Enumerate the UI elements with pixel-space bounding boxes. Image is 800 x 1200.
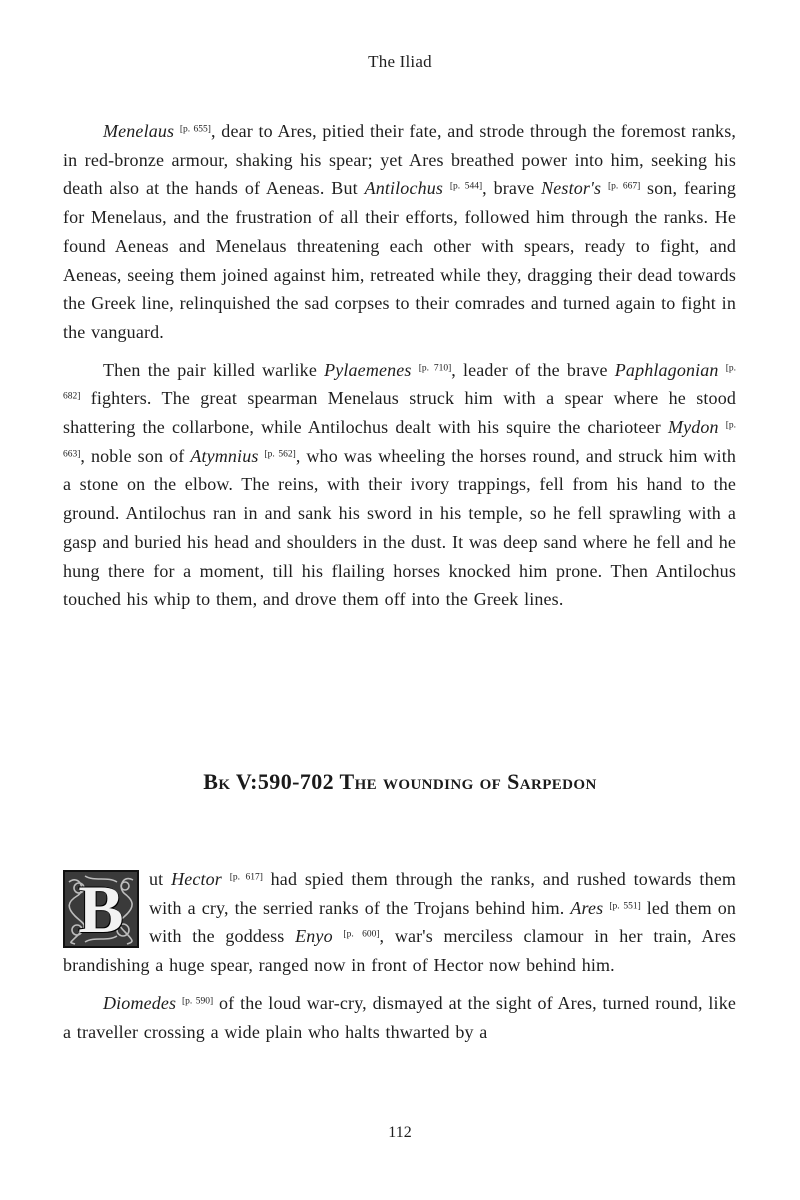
name-ares: Ares [570,897,604,918]
paragraph-text: son, fearing for Menelaus, and the frustration of all their efforts, followed him through the ranks. He found Aeneas and Menelaus threatening each other with spears, ready to fight, and Aeneas, seeing them joined against him, retreated while they, dragging their dead towards the Greek line, relinquished the sad corpses to their comrades and turned again to fight in the vanguard. [63,178,736,342]
page-reference[interactable]: [p. 667] [608,181,641,192]
page-reference[interactable]: [p. 617] [229,872,263,883]
page-reference[interactable]: [p. 562] [264,449,296,460]
page-reference[interactable]: [p. 663] [63,420,736,460]
paragraph-text: had spied them through the ranks, and rushed towards them with a cry, the serried ranks of the Trojans behind him. [149,869,737,918]
drop-cap-letter: B [78,871,124,947]
page-reference[interactable]: [p. 655] [179,124,211,135]
name-diomedes: Diomedes [103,992,177,1013]
name-hector: Hector [171,869,222,889]
paragraph-text: , noble son of [80,445,191,466]
paragraph [63,865,736,980]
page-reference[interactable]: [p. 710] [418,362,452,373]
name-mydon: Mydon [667,417,719,438]
section-title: Bk V:590-702 The wounding of Sarpedon [203,769,597,794]
page-reference[interactable]: [p. 590] [181,996,214,1007]
page-reference[interactable]: [p. 544] [449,181,483,192]
name-pylaemenes: Pylaemenes [324,359,412,380]
page-reference[interactable]: [p. 682] [63,362,737,402]
paragraph-text: ut [149,869,172,889]
paragraph [63,356,736,614]
paragraph [63,989,736,1046]
name-atymnius: Atymnius [190,445,259,466]
paragraph-text: , brave [482,178,542,199]
paragraph-text: fighters. The great spearman Menelaus struck him with a spear where he stood shattering the collarbone, while Antilochus dealt with his squire the charioteer [63,388,736,438]
paragraph-text: , war's merciless clamour in her train, Ares brandishing a huge spear, ranged now in front of Hector now behind him. [63,926,736,976]
page-reference[interactable]: [p. 551] [609,901,641,912]
paragraph-text: , dear to Ares, pitied their fate, and strode through the foremost ranks, in red-bronze armour, shaking his spear; yet Ares breathed power into him, seeking his death also at the hands of Aeneas. But [63,121,737,199]
name-antilochus: Antilochus [364,178,444,199]
paragraph-text: , who was wheeling the horses round, and struck him with a stone on the elbow. The reins, with their ivory trappings, fell from his hand to the ground. Antilochus ran in and sank his sword in his temple, so he fell sprawling with a gasp and buried his head and shoulders in the dust. It was deep sand where he fell and he hung there for a moment, till his flailing horses knocked him prone. Then Antilochus touched his whip to them, and drove them off into the Greek lines. [63,445,737,610]
paragraph-text: Then the pair killed warlike [103,359,325,380]
paragraph-text: of the loud war-cry, dismayed at the sight of Ares, turned round, like a traveller crossing a wide plain who halts thwarted by a [63,992,737,1042]
text-block-lower [63,865,736,1046]
running-head: The Iliad [368,52,432,71]
name-enyo: Enyo [295,926,333,947]
paragraph [63,117,736,347]
paragraph-text: led them on with the goddess [149,897,736,947]
name-nestor: Nestor's [541,178,602,199]
page-number: 112 [388,1124,412,1141]
paragraph-text: , leader of the brave [451,359,615,380]
name-paphlagonian: Paphlagonian [614,359,719,380]
page-reference[interactable]: [p. 600] [343,929,380,940]
drop-cap-icon [63,870,139,948]
name-menelaus: Menelaus [103,121,175,141]
text-block-upper [63,117,736,614]
